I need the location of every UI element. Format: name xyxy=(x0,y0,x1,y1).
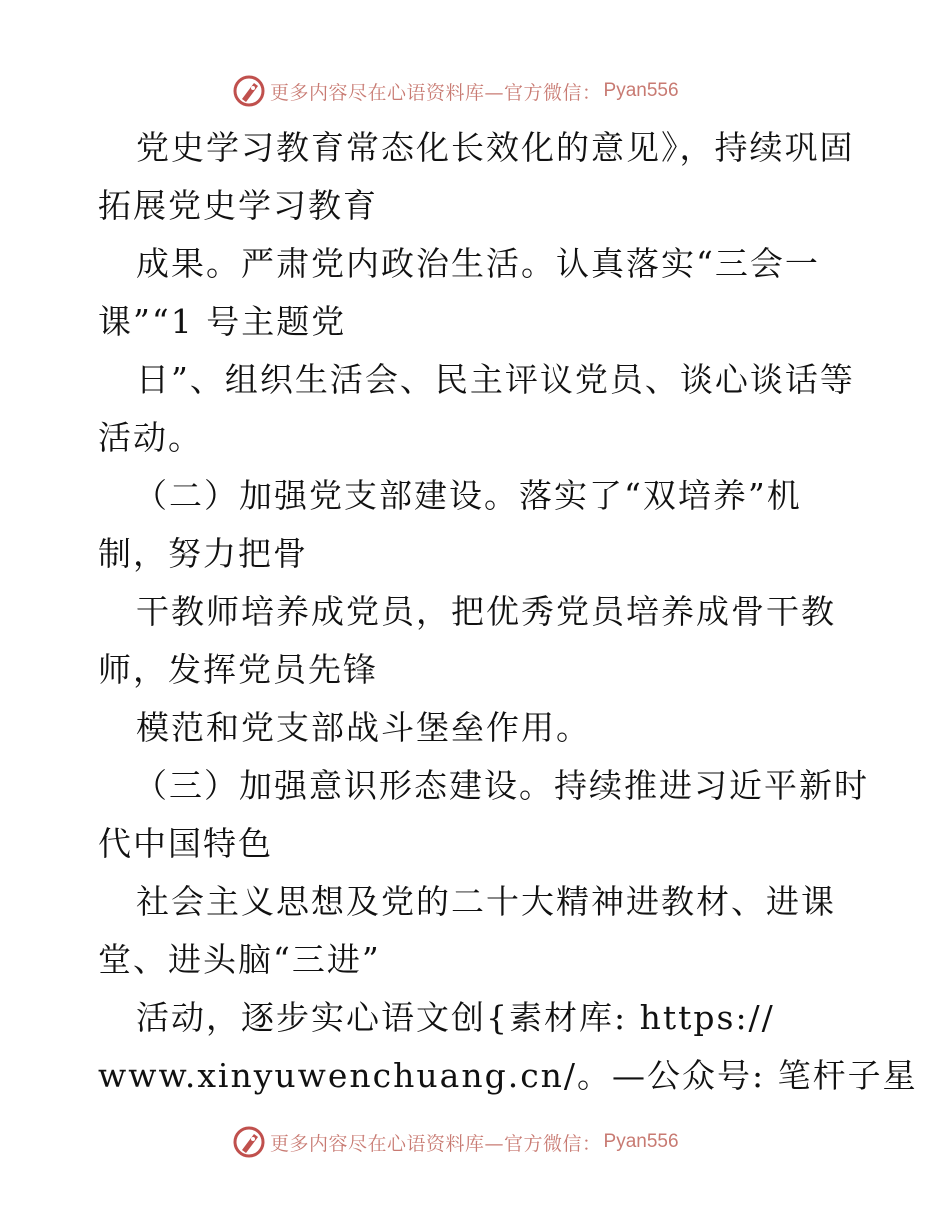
watermark-text: 更多内容尽在心语资料库—官方微信： xyxy=(270,1132,602,1155)
body-line: （三）加强意识形态建设。持续推进习近平新时 xyxy=(134,766,869,805)
body-line: 活动。 xyxy=(98,418,203,457)
pen-nib-logo-icon xyxy=(232,1125,266,1159)
body-line: 堂、进头脑“三进” xyxy=(98,940,381,979)
body-line: 干教师培养成党员，把优秀党员培养成骨干教 xyxy=(136,592,836,631)
body-line: 制，努力把骨 xyxy=(98,534,308,573)
watermark-wechat-id: Pyan556 xyxy=(603,80,679,101)
body-line: 模范和党支部战斗堡垒作用。 xyxy=(136,708,591,747)
body-line: 师，发挥党员先锋 xyxy=(98,650,378,689)
body-line: 课”“1 号主题党 xyxy=(98,302,347,341)
body-line: 成果。严肃党内政治生活。认真落实“三会一 xyxy=(136,244,820,283)
body-line: 代中国特色 xyxy=(98,824,273,863)
footer-watermark xyxy=(232,1122,679,1162)
body-line: 拓展党史学习教育 xyxy=(98,186,378,225)
body-line: 活动，逐步实心语文创{素材库: https:// xyxy=(136,998,775,1037)
body-line: （二）加强党支部建设。落实了“双培养”机 xyxy=(134,476,802,515)
watermark-wechat-id: Pyan556 xyxy=(603,1131,679,1152)
body-line: 党史学习教育常态化长效化的意见》，持续巩固 xyxy=(136,128,855,167)
body-line: 社会主义思想及党的二十大精神进教材、进课 xyxy=(136,882,836,921)
body-line: www.xinyuwenchuang.cn/。—公众号: 笔杆子星 xyxy=(98,1056,918,1095)
body-line: 日”、组织生活会、民主评议党员、谈心谈话等 xyxy=(136,360,855,399)
pen-nib-logo-icon xyxy=(232,74,266,108)
watermark-text: 更多内容尽在心语资料库—官方微信： xyxy=(270,81,602,104)
header-watermark xyxy=(232,71,679,111)
